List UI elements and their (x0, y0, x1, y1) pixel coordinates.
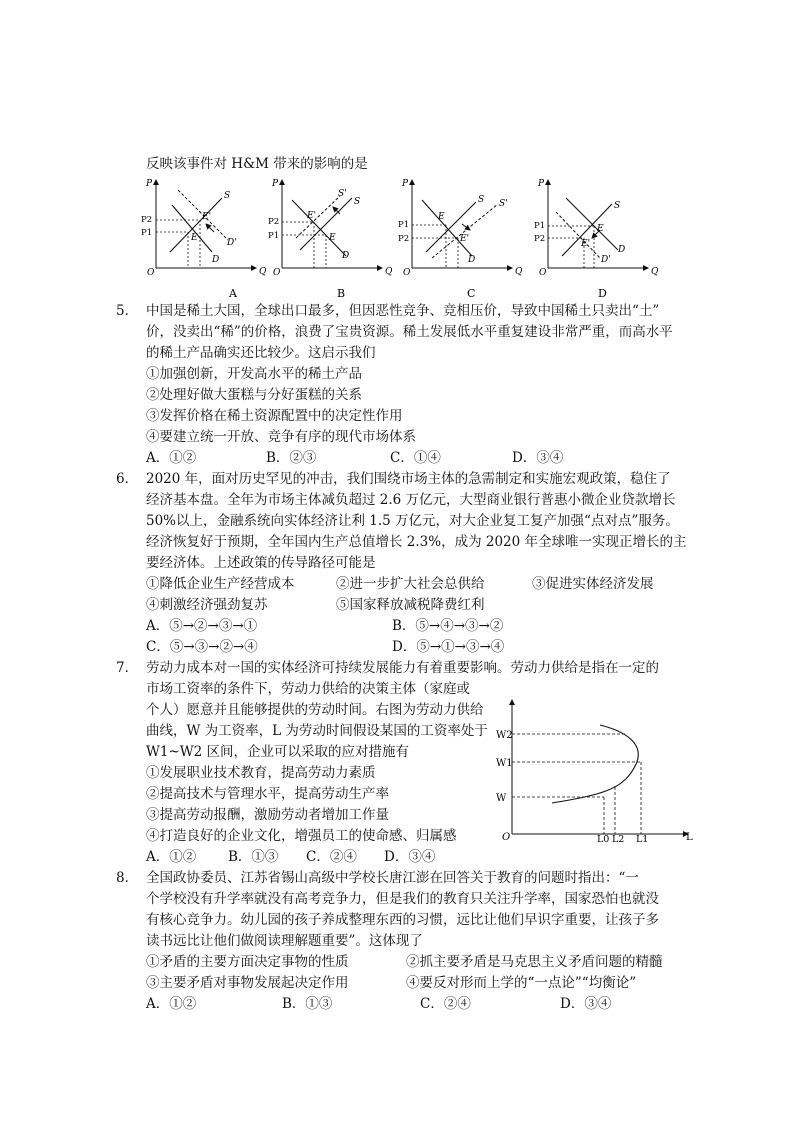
graph-d-q: Q (651, 267, 659, 277)
graph-b-d: D (342, 251, 350, 261)
q5-line-1: 中国是稀土大国，全球出口最多，但因恶性竞争、竞相压价，导致中国稀土只卖出“土” (146, 303, 660, 319)
graph-d-e: E (597, 224, 604, 234)
graph-c-e: E (438, 212, 445, 222)
q6-item-5: ⑤国家释放减税降费红利 (336, 597, 485, 613)
graph-d-p1: P1 (534, 221, 546, 231)
q8-choice-d[interactable]: D．③④ (560, 996, 612, 1012)
graph-b-p: P (272, 179, 279, 189)
q7-line-5: W1~W2 区间，企业可以采取的应对措施有 (146, 744, 410, 760)
graph-a (141, 179, 267, 278)
q8-choice-c[interactable]: C．②④ (420, 996, 471, 1012)
q8-line-4: 读书远比让他们做阅读理解题重要”。这体现了 (146, 933, 423, 949)
q8-item-1: ①矛盾的主要方面决定事物的性质 (146, 954, 349, 970)
q6-choice-a[interactable]: A．⑤→②→③→① (146, 618, 258, 634)
graph-d (534, 179, 659, 278)
q6-line-5: 要经济体。上述政策的传导路径可能是 (146, 555, 376, 571)
graph-a-q: Q (259, 267, 267, 277)
graph-l2: L2 (612, 834, 625, 845)
graph-c-s-prime: S' (499, 199, 508, 209)
q7-line-1: 劳动力成本对一国的实体经济可持续发展能力有着重要影响。劳动力供给是指在一定的 (146, 660, 659, 676)
q6-item-1: ①降低企业生产经营成本 (146, 576, 295, 592)
q7-number: 7． (116, 660, 139, 676)
graph-c-p: P (402, 179, 409, 189)
q6-number: 6． (116, 471, 139, 487)
labor-supply-graph (494, 686, 694, 846)
q8-line-3: 有核心竞争力。幼儿园的孩子养成整理东西的习惯，远比让他们早识字重要，让孩子多 (146, 912, 659, 928)
graph-a-o: O (147, 268, 155, 278)
graph-b-q: Q (385, 267, 393, 277)
q5-item-4: ④要建立统一开放、竞争有序的现代市场体系 (146, 429, 416, 445)
q8-choice-b[interactable]: B．①③ (282, 996, 333, 1012)
q7-item-4: ④打造良好的企业文化，增强员工的使命感、归属感 (146, 828, 457, 844)
q8-number: 8． (116, 870, 139, 886)
q6-line-2: 经济基本盘。全年为市场主体减负超过 2.6 万亿元，大型商业银行普惠小微企业贷款增长 (146, 492, 676, 508)
q7-choice-a[interactable]: A．①② (146, 849, 197, 865)
q5-number: 5． (116, 303, 139, 319)
q6-line-3: 50%以上，金融系统向实体经济让利 1.5 万亿元，对大企业复工复产加强“点对点”服务。 (146, 513, 679, 529)
graph-a-p1: P1 (141, 228, 153, 238)
graph-a-s: S (224, 191, 231, 201)
graph-c (398, 179, 523, 278)
graph-b-letter: B (337, 287, 346, 300)
q7-choice-b[interactable]: B．①③ (228, 849, 279, 865)
q4-question-tail: 反映该事件对 H&M 带来的影响的是 (146, 156, 368, 172)
q8-line-1: 全国政协委员、江苏省锡山高级中学校长唐江澎在回答关于教育的问题时指出：“一 (146, 870, 639, 886)
graph-a-d: D (212, 255, 220, 265)
graph-l0: L0 (597, 834, 610, 845)
graph-c-d: D (468, 255, 476, 265)
q7-line-3: 个人）愿意并且能够提供的劳动时间。右图为劳动力供给 (146, 702, 484, 718)
graph-d-o: O (539, 268, 547, 278)
graph-b-s-prime: S' (338, 189, 347, 199)
graph-c-s: S (478, 195, 485, 205)
q7-line-2: 市场工资率的条件下，劳动力供给的决策主体（家庭或 (146, 681, 470, 697)
q8-line-2: 个学校没有升学率就没有高考竞争力，但是我们的教育只关注升学率，国家恐怕也就没 (146, 891, 659, 907)
graph-b-e: E (329, 233, 336, 243)
graph-a-d-prime: D' (227, 238, 237, 248)
q7-item-3: ③提高劳动报酬，激励劳动者增加工作量 (146, 807, 389, 823)
graph-w1: W1 (496, 758, 513, 769)
q5-line-3: 的稀土产品确实还比较少。这启示我们 (146, 345, 376, 361)
graph-d-d: D (618, 245, 626, 255)
graph-l1: L1 (636, 834, 649, 845)
q7-item-1: ①发展职业技术教育，提高劳动力素质 (146, 765, 376, 781)
graph-d-e-prime: E' (581, 239, 591, 249)
q5-item-1: ①加强创新，开发高水平的稀土产品 (146, 366, 362, 382)
graph-c-q: Q (515, 267, 523, 277)
q5-item-2: ②处理好做大蛋糕与分好蛋糕的关系 (146, 387, 362, 403)
q8-item-2: ②抓主要矛盾是马克思主义矛盾问题的精髓 (406, 954, 663, 970)
graph-c-p1: P1 (398, 220, 410, 230)
q4-supply-demand-graphs (0, 172, 794, 307)
q6-item-3: ③促进实体经济发展 (532, 576, 654, 592)
graph-a-e: E (191, 233, 198, 243)
graph-c-o: O (403, 268, 411, 278)
graph-o: O (502, 832, 511, 843)
q7-line-4: 曲线，W 为工资率，L 为劳动时间假设某国的工资率处于 (146, 723, 488, 739)
q6-item-4: ④刺激经济强劲复苏 (146, 597, 268, 613)
graph-w2: W2 (496, 730, 513, 741)
q7-item-2: ②提高技术与管理水平，提高劳动生产率 (146, 786, 389, 802)
graph-b-p1: P1 (268, 231, 280, 241)
q6-line-1: 2020 年，面对历史罕见的冲击，我们围绕市场主体的急需制定和实施宏观政策，稳住了 (146, 471, 671, 487)
graph-d-letter: D (598, 287, 607, 300)
graph-a-p2: P2 (141, 215, 153, 225)
graph-b-s: S (354, 197, 361, 207)
graph-b (268, 179, 393, 278)
graph-a-p: P (146, 179, 153, 189)
graph-b-e-prime: E' (307, 211, 317, 221)
graph-a-e-prime: E' (202, 212, 212, 222)
graph-w: W (496, 793, 507, 804)
graph-d-p: P (538, 179, 545, 189)
q6-choice-c[interactable]: C．⑤→③→②→④ (146, 639, 258, 655)
q5-item-3: ③发挥价格在稀土资源配置中的决定性作用 (146, 408, 403, 424)
q6-choice-d[interactable]: D．⑤→①→③→④ (392, 639, 505, 655)
q5-choice-a[interactable]: A．①② (146, 450, 197, 466)
graph-a-letter: A (229, 287, 237, 300)
graph-b-o: O (273, 268, 281, 278)
graph-c-e-prime: E' (460, 234, 470, 244)
q8-item-3: ③主要矛盾对事物发展起决定作用 (146, 975, 349, 991)
q8-item-4: ④要反对形而上学的“一点论”“均衡论” (406, 975, 637, 991)
q5-choice-d[interactable]: D．③④ (512, 450, 564, 466)
q7-choice-c[interactable]: C．②④ (306, 849, 357, 865)
q6-line-4: 经济恢复好于预期，全年国内生产总值增长 2.3%，成为 2020 年全球唯一实现正增长的主 (146, 534, 687, 550)
graph-d-d-prime: D' (601, 255, 611, 265)
q5-choice-c[interactable]: C．①④ (390, 450, 441, 466)
graph-c-letter: C (467, 287, 476, 300)
graph-b-p2: P2 (268, 217, 280, 227)
q6-choice-b[interactable]: B．⑤→④→③→② (392, 618, 504, 634)
q6-item-2: ②进一步扩大社会总供给 (336, 576, 485, 592)
q5-line-2: 价，没卖出“稀”的价格，浪费了宝贵资源。稀土发展低水平重复建设非常严重，而高水平 (146, 324, 673, 340)
q5-choice-b[interactable]: B．②③ (266, 450, 317, 466)
q7-choice-d[interactable]: D．③④ (384, 849, 436, 865)
graph-c-p2: P2 (398, 234, 410, 244)
graph-d-s: S (614, 201, 621, 211)
q8-choice-a[interactable]: A．①② (146, 996, 197, 1012)
graph-d-p2: P2 (534, 234, 546, 244)
graph-l: L (686, 832, 693, 843)
